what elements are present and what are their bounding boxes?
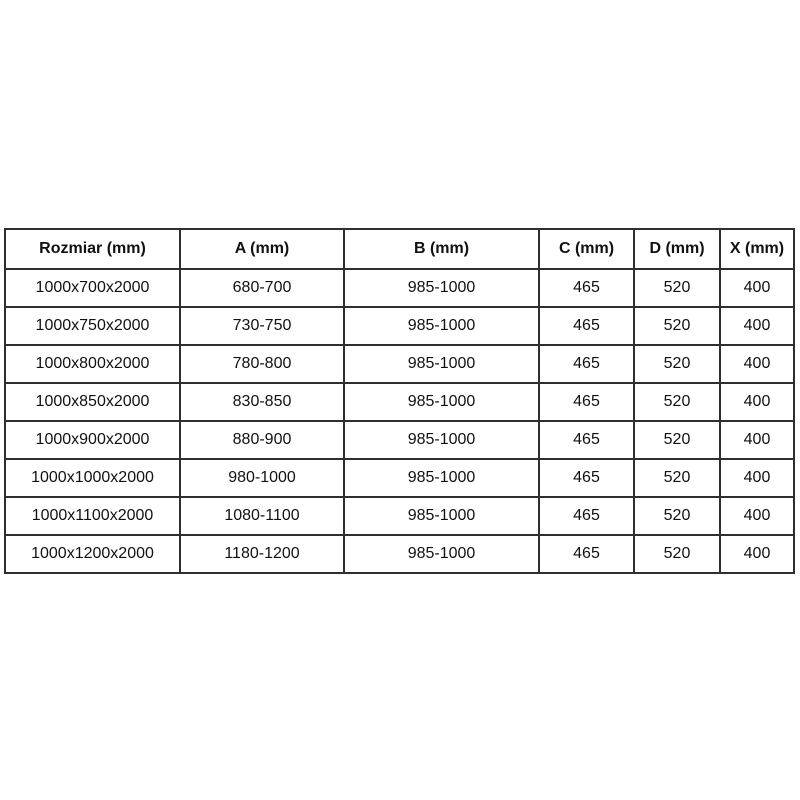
table-cell: 520 <box>634 383 720 421</box>
table-cell: 400 <box>720 345 794 383</box>
table-cell: 465 <box>539 535 634 573</box>
table-cell: 465 <box>539 459 634 497</box>
table-cell: 1000x1000x2000 <box>5 459 180 497</box>
table-cell: 400 <box>720 459 794 497</box>
table-cell: 400 <box>720 269 794 307</box>
table-cell: 520 <box>634 459 720 497</box>
table-cell: 1080-1100 <box>180 497 344 535</box>
table-cell: 465 <box>539 307 634 345</box>
table-cell: 1000x750x2000 <box>5 307 180 345</box>
table-cell: 465 <box>539 497 634 535</box>
table-cell: 520 <box>634 307 720 345</box>
table-cell: 400 <box>720 383 794 421</box>
table-cell: 780-800 <box>180 345 344 383</box>
table-cell: 1000x1100x2000 <box>5 497 180 535</box>
table-cell: 680-700 <box>180 269 344 307</box>
table-header <box>5 229 794 269</box>
table-cell: 985-1000 <box>344 535 539 573</box>
column-header: A (mm) <box>180 229 344 269</box>
table-cell: 465 <box>539 383 634 421</box>
table-cell: 985-1000 <box>344 497 539 535</box>
table-row <box>5 307 794 345</box>
table-cell: 520 <box>634 421 720 459</box>
table-cell: 1000x900x2000 <box>5 421 180 459</box>
table-cell: 520 <box>634 535 720 573</box>
table-body <box>5 269 794 573</box>
table-cell: 830-850 <box>180 383 344 421</box>
table-cell: 520 <box>634 497 720 535</box>
table-cell: 400 <box>720 497 794 535</box>
column-header: C (mm) <box>539 229 634 269</box>
table-cell: 1000x1200x2000 <box>5 535 180 573</box>
table-cell: 980-1000 <box>180 459 344 497</box>
table-row <box>5 459 794 497</box>
table-cell: 1000x800x2000 <box>5 345 180 383</box>
table-row <box>5 383 794 421</box>
table-cell: 985-1000 <box>344 459 539 497</box>
table-cell: 985-1000 <box>344 421 539 459</box>
column-header: Rozmiar (mm) <box>5 229 180 269</box>
table-cell: 520 <box>634 269 720 307</box>
table-cell: 465 <box>539 421 634 459</box>
table-cell: 1000x850x2000 <box>5 383 180 421</box>
table-row <box>5 535 794 573</box>
table-cell: 400 <box>720 421 794 459</box>
table-cell: 400 <box>720 535 794 573</box>
table-cell: 400 <box>720 307 794 345</box>
column-header: B (mm) <box>344 229 539 269</box>
dimensions-table <box>4 228 795 574</box>
table-cell: 1000x700x2000 <box>5 269 180 307</box>
table-row <box>5 421 794 459</box>
table-row <box>5 345 794 383</box>
header-row <box>5 229 794 269</box>
column-header: X (mm) <box>720 229 794 269</box>
column-header: D (mm) <box>634 229 720 269</box>
table-cell: 880-900 <box>180 421 344 459</box>
table-cell: 520 <box>634 345 720 383</box>
table-cell: 730-750 <box>180 307 344 345</box>
table-cell: 1180-1200 <box>180 535 344 573</box>
table-cell: 465 <box>539 345 634 383</box>
table-cell: 985-1000 <box>344 307 539 345</box>
table-row <box>5 269 794 307</box>
table-cell: 985-1000 <box>344 383 539 421</box>
table-cell: 985-1000 <box>344 269 539 307</box>
table-cell: 465 <box>539 269 634 307</box>
table-cell: 985-1000 <box>344 345 539 383</box>
table-row <box>5 497 794 535</box>
